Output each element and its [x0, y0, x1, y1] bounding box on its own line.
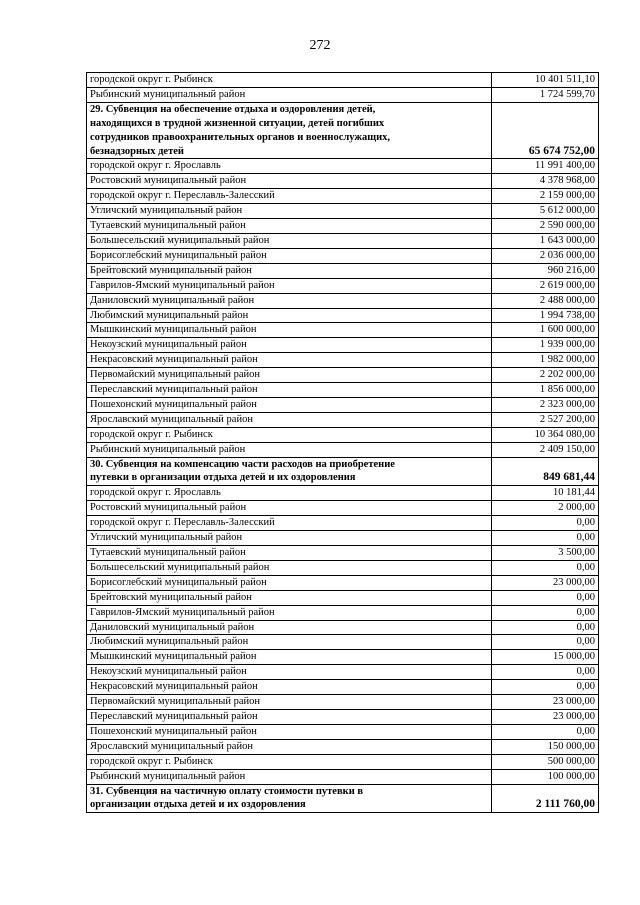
subsidy-table-body: [87, 73, 599, 813]
amount-cell: 1 600 000,00: [492, 323, 599, 338]
section-header-row: [87, 784, 599, 813]
municipality-name: Гаврилов-Ямский муниципальный район: [87, 278, 492, 293]
municipality-name: Мышкинский муниципальный район: [87, 650, 492, 665]
table-row: [87, 605, 599, 620]
table-row: [87, 263, 599, 278]
amount-cell: 150 000,00: [492, 739, 599, 754]
amount-cell: 2 409 150,00: [492, 442, 599, 457]
table-row: [87, 427, 599, 442]
table-row: [87, 248, 599, 263]
amount-cell: 11 991 400,00: [492, 159, 599, 174]
amount-cell: 0,00: [492, 620, 599, 635]
table-row: [87, 442, 599, 457]
municipality-name: Любимский муниципальный район: [87, 308, 492, 323]
amount-cell: 2 000,00: [492, 501, 599, 516]
table-row: [87, 501, 599, 516]
amount-cell: 10 181,44: [492, 486, 599, 501]
table-row: [87, 278, 599, 293]
table-row: [87, 575, 599, 590]
table-row: [87, 695, 599, 710]
amount-cell: 4 378 968,00: [492, 174, 599, 189]
municipality-name: городской округ г. Рыбинск: [87, 754, 492, 769]
municipality-name: Первомайский муниципальный район: [87, 695, 492, 710]
table-row: [87, 308, 599, 323]
table-row: [87, 635, 599, 650]
amount-cell: 1 994 738,00: [492, 308, 599, 323]
table-row: [87, 769, 599, 784]
table-row: [87, 560, 599, 575]
municipality-name: Рыбинский муниципальный район: [87, 769, 492, 784]
table-row: [87, 73, 599, 88]
amount-cell: 2 527 200,00: [492, 412, 599, 427]
amount-cell: 2 619 000,00: [492, 278, 599, 293]
table-row: [87, 174, 599, 189]
table-row: [87, 204, 599, 219]
table-row: [87, 724, 599, 739]
amount-cell: 5 612 000,00: [492, 204, 599, 219]
amount-cell: 100 000,00: [492, 769, 599, 784]
page-number: 272: [309, 38, 331, 53]
amount-cell: 3 500,00: [492, 546, 599, 561]
table-row: [87, 233, 599, 248]
amount-cell: 0,00: [492, 590, 599, 605]
municipality-name: Ростовский муниципальный район: [87, 501, 492, 516]
amount-cell: 0,00: [492, 605, 599, 620]
section-total-amount: 849 681,44: [492, 457, 599, 486]
amount-cell: 960 216,00: [492, 263, 599, 278]
municipality-name: Переславский муниципальный район: [87, 709, 492, 724]
municipality-name: Большесельский муниципальный район: [87, 233, 492, 248]
table-row: [87, 219, 599, 234]
table-row: [87, 709, 599, 724]
amount-cell: 1 856 000,00: [492, 383, 599, 398]
municipality-name: Некоузский муниципальный район: [87, 665, 492, 680]
amount-cell: 23 000,00: [492, 709, 599, 724]
municipality-name: городской округ г. Ярославль: [87, 159, 492, 174]
table-row: [87, 754, 599, 769]
municipality-name: городской округ г. Рыбинск: [87, 73, 492, 88]
table-row: [87, 87, 599, 102]
section-total-amount: 2 111 760,00: [492, 784, 599, 813]
section-total-amount: 65 674 752,00: [492, 102, 599, 159]
municipality-name: городской округ г. Переславль-Залесский: [87, 189, 492, 204]
amount-cell: 1 643 000,00: [492, 233, 599, 248]
municipality-name: Ростовский муниципальный район: [87, 174, 492, 189]
municipality-name: Брейтовский муниципальный район: [87, 590, 492, 605]
amount-cell: 1 724 599,70: [492, 87, 599, 102]
table-row: [87, 680, 599, 695]
amount-cell: 0,00: [492, 635, 599, 650]
municipality-name: Некоузский муниципальный район: [87, 338, 492, 353]
municipality-name: Угличский муниципальный район: [87, 531, 492, 546]
amount-cell: 0,00: [492, 665, 599, 680]
municipality-name: Даниловский муниципальный район: [87, 620, 492, 635]
table-row: [87, 531, 599, 546]
table-row: [87, 546, 599, 561]
table-row: [87, 189, 599, 204]
table-row: [87, 650, 599, 665]
amount-cell: 0,00: [492, 531, 599, 546]
section-header-row: [87, 102, 599, 159]
municipality-name: Брейтовский муниципальный район: [87, 263, 492, 278]
table-row: [87, 665, 599, 680]
subsidy-table: [86, 72, 599, 813]
amount-cell: 2 036 000,00: [492, 248, 599, 263]
table-row: [87, 353, 599, 368]
municipality-name: Ярославский муниципальный район: [87, 739, 492, 754]
amount-cell: 1 939 000,00: [492, 338, 599, 353]
municipality-name: Некрасовский муниципальный район: [87, 353, 492, 368]
amount-cell: 2 159 000,00: [492, 189, 599, 204]
table-row: [87, 323, 599, 338]
table-row: [87, 338, 599, 353]
municipality-name: Некрасовский муниципальный район: [87, 680, 492, 695]
table-row: [87, 293, 599, 308]
municipality-name: Гаврилов-Ямский муниципальный район: [87, 605, 492, 620]
table-row: [87, 159, 599, 174]
table-row: [87, 486, 599, 501]
amount-cell: 10 401 511,10: [492, 73, 599, 88]
municipality-name: Борисоглебский муниципальный район: [87, 575, 492, 590]
municipality-name: Пошехонский муниципальный район: [87, 724, 492, 739]
amount-cell: 2 488 000,00: [492, 293, 599, 308]
municipality-name: Ярославский муниципальный район: [87, 412, 492, 427]
municipality-name: Переславский муниципальный район: [87, 383, 492, 398]
amount-cell: 10 364 080,00: [492, 427, 599, 442]
section-header-row: [87, 457, 599, 486]
amount-cell: 1 982 000,00: [492, 353, 599, 368]
amount-cell: 2 323 000,00: [492, 397, 599, 412]
municipality-name: Борисоглебский муниципальный район: [87, 248, 492, 263]
municipality-name: Первомайский муниципальный район: [87, 368, 492, 383]
table-row: [87, 620, 599, 635]
section-title: 31. Субвенция на частичную оплату стоимости путевки в организации отдыха детей и их оздоровления: [87, 784, 492, 813]
amount-cell: 23 000,00: [492, 575, 599, 590]
table-row: [87, 516, 599, 531]
amount-cell: 2 590 000,00: [492, 219, 599, 234]
municipality-name: Рыбинский муниципальный район: [87, 442, 492, 457]
amount-cell: 15 000,00: [492, 650, 599, 665]
municipality-name: городской округ г. Рыбинск: [87, 427, 492, 442]
amount-cell: 23 000,00: [492, 695, 599, 710]
municipality-name: Пошехонский муниципальный район: [87, 397, 492, 412]
table-row: [87, 368, 599, 383]
table-row: [87, 383, 599, 398]
municipality-name: Угличский муниципальный район: [87, 204, 492, 219]
table-row: [87, 590, 599, 605]
municipality-name: Рыбинский муниципальный район: [87, 87, 492, 102]
municipality-name: Даниловский муниципальный район: [87, 293, 492, 308]
municipality-name: Тутаевский муниципальный район: [87, 546, 492, 561]
municipality-name: городской округ г. Ярославль: [87, 486, 492, 501]
municipality-name: Тутаевский муниципальный район: [87, 219, 492, 234]
table-row: [87, 739, 599, 754]
municipality-name: городской округ г. Переславль-Залесский: [87, 516, 492, 531]
municipality-name: Большесельский муниципальный район: [87, 560, 492, 575]
amount-cell: 0,00: [492, 724, 599, 739]
municipality-name: Любимский муниципальный район: [87, 635, 492, 650]
amount-cell: 0,00: [492, 680, 599, 695]
table-row: [87, 412, 599, 427]
table-row: [87, 397, 599, 412]
section-title: 30. Субвенция на компенсацию части расходов на приобретение путевки в организации отдыха детей и их оздоровления: [87, 457, 492, 486]
municipality-name: Мышкинский муниципальный район: [87, 323, 492, 338]
section-title: 29. Субвенция на обеспечение отдыха и оздоровления детей, находящихся в трудной жизненной ситуации, детей погибших сотрудников правоохранительных органов и военнослужащих, безнадзорных детей: [87, 102, 492, 159]
amount-cell: 0,00: [492, 560, 599, 575]
amount-cell: 500 000,00: [492, 754, 599, 769]
amount-cell: 2 202 000,00: [492, 368, 599, 383]
amount-cell: 0,00: [492, 516, 599, 531]
